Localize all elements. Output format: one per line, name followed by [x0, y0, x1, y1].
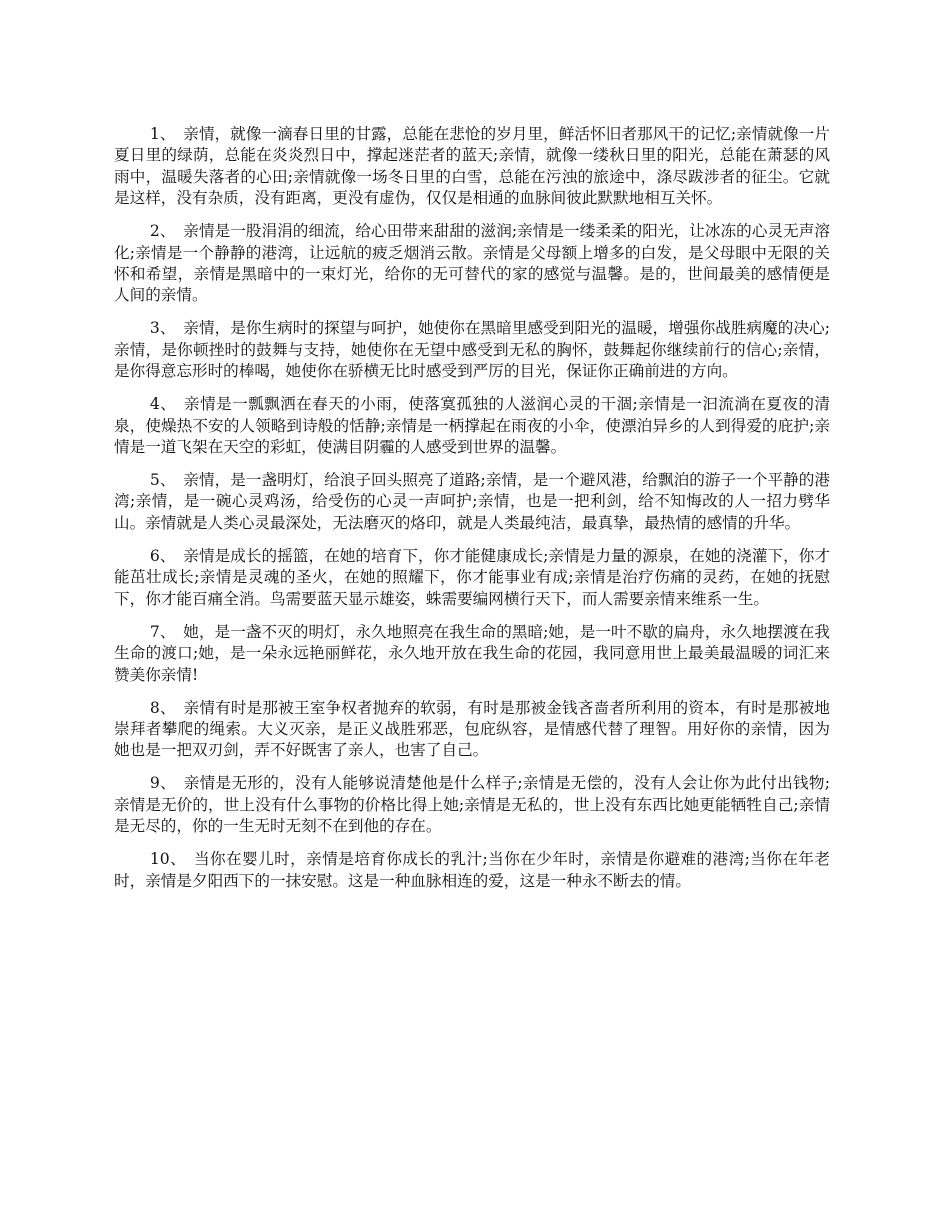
- paragraph-text: 当你在婴儿时，亲情是培育你成长的乳汁;当你在少年时，亲情是你避难的港湾;当你在年老时，亲情是夕阳西下的一抹安慰。这是一种血脉相连的爱，这是一种永不断去的情。: [114, 850, 830, 890]
- paragraph-text: 亲情有时是那被王室争权者抛弃的软弱，有时是那被金钱吝啬者所利用的资本，有时是那被地崇拜者攀爬的绳索。大义灭亲，是正义战胜邪恶，包庇纵容，是情感代替了理智。用好你的亲情，因为她也是一把双刃剑，弄不好既害了亲人，也害了自己。: [114, 698, 830, 760]
- paragraph-10: [114, 849, 830, 892]
- paragraph-number: 6、: [149, 546, 176, 565]
- paragraph-text: 亲情，就像一滴春日里的甘露，总能在悲怆的岁月里，鲜活怀旧者那风干的记忆;亲情就像一片夏日里的绿荫，总能在炎炎烈日中，撑起迷茫者的蓝天;亲情，就像一缕秋日里的阳光，总能在萧瑟的风雨中，温暖失落者的心田;亲情就像一场冬日里的白雪，总能在污浊的旅途中，涤尽跋涉者的征尘。它就是这样，没有杂质，没有距离，更没有虚伪，仅仅是相通的血脉间彼此默默地相互关怀。: [114, 125, 830, 208]
- paragraph-text: 亲情是成长的摇篮，在她的培育下，你才能健康成长;亲情是力量的源泉，在她的浇灌下，你才能茁壮成长;亲情是灵魂的圣火，在她的照耀下，你才能事业有成;亲情是治疗伤痛的灵药，在她的抚慰下，你才能百痛全消。鸟需要蓝天显示雄姿，蛛需要编网横行天下，而人需要亲情来维系一生。: [114, 546, 830, 608]
- paragraph-6: [114, 546, 830, 610]
- paragraph-number: 4、: [149, 395, 177, 414]
- paragraph-4: [114, 394, 830, 458]
- paragraph-text: 亲情是一瓢飘洒在春天的小雨，使落寞孤独的人滋润心灵的干涸;亲情是一汩流淌在夏夜的清泉，使燥热不安的人领略到诗般的恬静;亲情是一柄撑起在雨夜的小伞，使漂泊异乡的人到得爱的庇护;亲情是一道飞架在天空的彩虹，使满目阴霾的人感受到世界的温馨。: [114, 395, 831, 457]
- paragraph-text: 亲情，是一盏明灯，给浪子回头照亮了道路;亲情，是一个避风港，给飘泊的游子一个平静的港湾;亲情，是一碗心灵鸡汤，给受伤的心灵一声呵护;亲情，也是一把利剑，给不知悔改的人一招力劈华山。亲情就是人类心灵最深处，无法磨灭的烙印，就是人类最纯洁，最真挚，最热情的感情的升华。: [114, 471, 830, 532]
- paragraph-number: 7、: [149, 622, 176, 641]
- paragraph-3: [114, 318, 830, 382]
- paragraph-number: 3、: [149, 319, 176, 338]
- paragraph-number: 5、: [149, 471, 176, 490]
- paragraph-7: [114, 622, 830, 686]
- paragraph-8: [114, 698, 830, 762]
- paragraph-number: 2、: [149, 222, 176, 241]
- paragraph-text: 亲情，是你生病时的探望与呵护，她使你在黑暗里感受到阳光的温暖，增强你战胜病魔的决心;亲情，是你顿挫时的鼓舞与支持，她使你在无望中感受到无私的胸怀，鼓舞起你继续前行的信心;亲情，是你得意忘形时的棒喝，她使你在骄横无比时感受到严厉的目光，保证你正确前进的方向。: [114, 319, 830, 381]
- paragraph-text: 她，是一盏不灭的明灯，永久地照亮在我生命的黑暗;她，是一叶不歇的扁舟，永久地摆渡在我生命的渡口;她，是一朵永远艳丽鲜花，永久地开放在我生命的花园，我同意用世上最美最温暖的词汇来赞美你亲情!: [114, 622, 830, 684]
- paragraph-1: [114, 124, 830, 210]
- paragraph-5: [114, 470, 830, 534]
- paragraph-2: [114, 221, 830, 307]
- paragraph-text: 亲情是无形的，没有人能够说清楚他是什么样子;亲情是无偿的，没有人会让你为此付出钱物;亲情是无价的，世上没有什么事物的价格比得上她;亲情是无私的，世上没有东西比她更能牺牲自己;亲情是无尽的，你的一生无时无刻不在到他的存在。: [114, 774, 831, 836]
- paragraph-number: 9、: [149, 774, 176, 793]
- document-body: [114, 124, 830, 904]
- paragraph-9: [114, 773, 830, 837]
- paragraph-number: 1、: [149, 125, 176, 143]
- paragraph-number: 10、: [149, 850, 187, 869]
- paragraph-number: 8、: [149, 698, 176, 717]
- paragraph-text: 亲情是一股涓涓的细流，给心田带来甜甜的滋润;亲情是一缕柔柔的阳光，让冰冻的心灵无声溶化;亲情是一个静静的港湾，让远航的疲乏烟消云散。亲情是父母额上增多的白发，是父母眼中无限的关怀和希望，亲情是黑暗中的一束灯光，给你的无可替代的家的感觉与温馨。是的，世间最美的感情便是人间的亲情。: [114, 222, 830, 305]
